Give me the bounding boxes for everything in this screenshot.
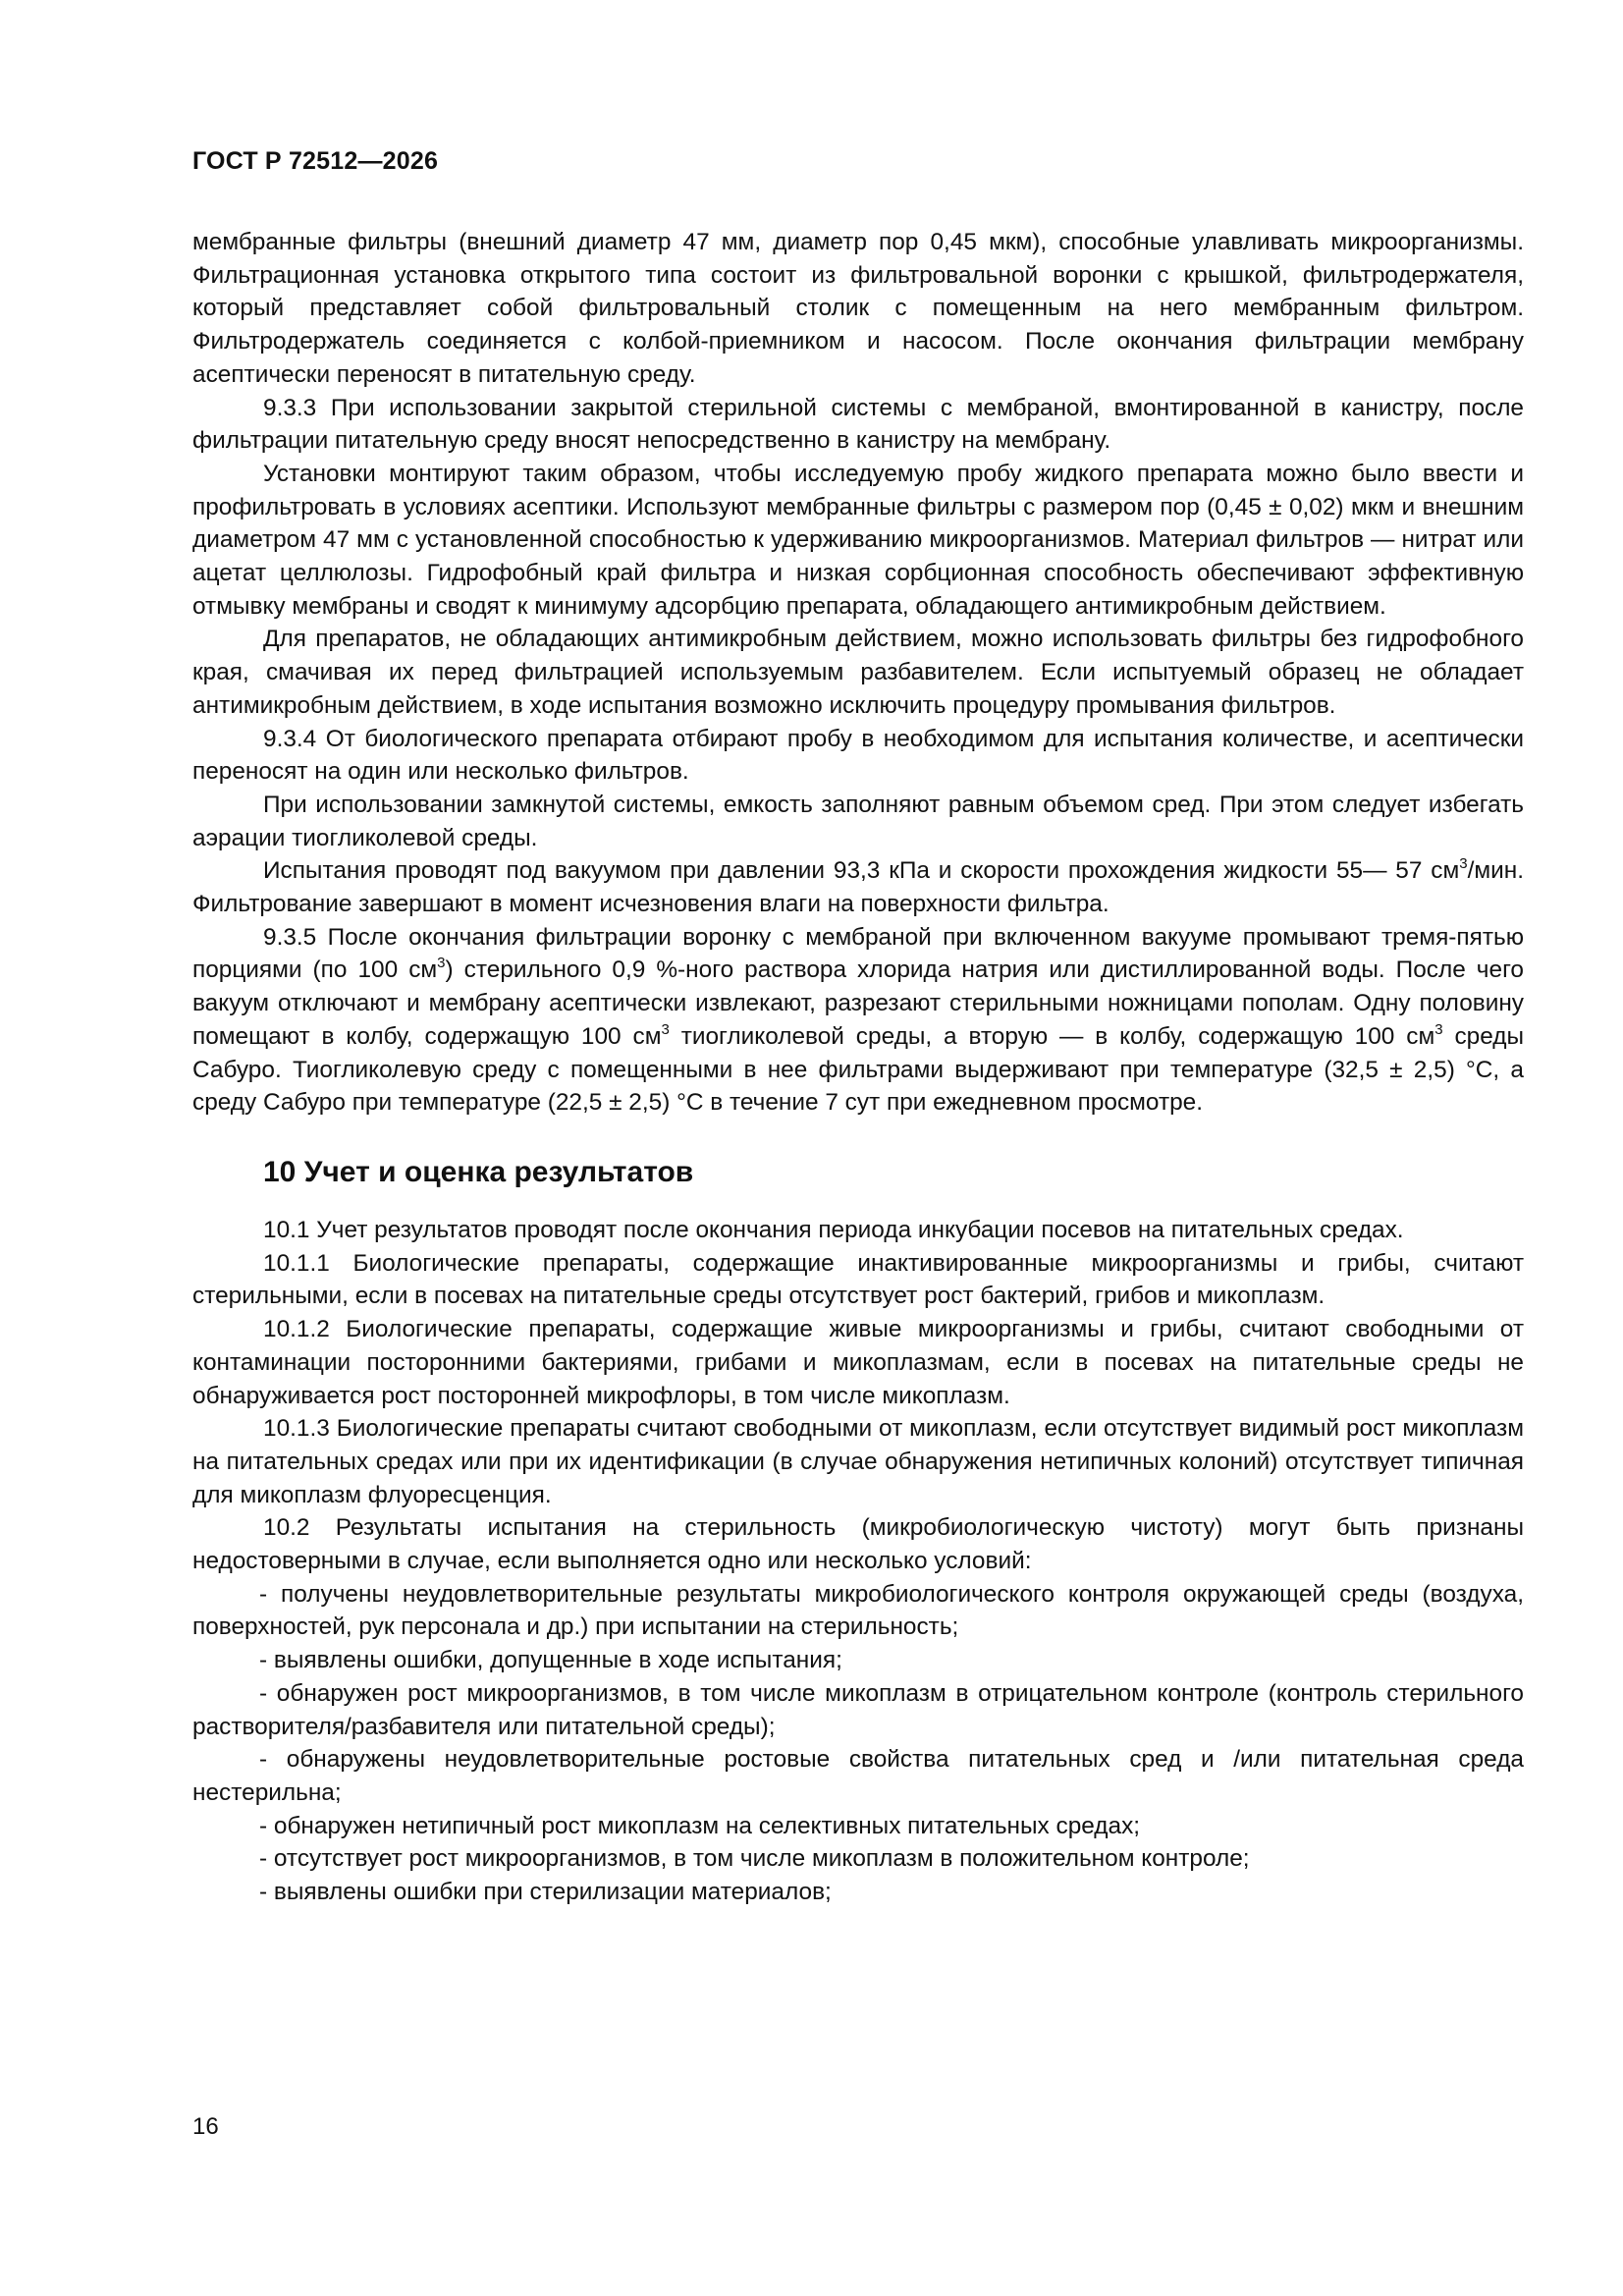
paragraph-9-3-5	[192, 921, 1524, 1120]
paragraph-10-1: 10.1 Учет результатов проводят после окончания периода инкубации посевов на питательных средах.	[263, 1216, 1404, 1243]
paragraph-9-3-4: 9.3.4 От биологического препарата отбирают пробу в необходимом для испытания количестве, и асептически переносят на один или несколько фильтров.	[192, 725, 1524, 786]
paragraph-non-antimicrobial: Для препаратов, не обладающих антимикробным действием, можно использовать фильтры без гидрофобного края, смачивая их перед фильтрацией используемым разбавителем. Если испытуемый образец не обладает антимикробным действием, в ходе испытания возможно исключить процедуру промывания фильтров.	[192, 626, 1524, 719]
text-run: среды Сабуро. Тиогликолевую среду с помещенными в нее фильтрами выдерживают при температуре (32,5 ± 2,5) °С, а среду Сабуро при температуре (22,5 ± 2,5) °С в течение 7 сут при ежедневном просмотре.	[192, 1022, 1525, 1117]
superscript: 3	[1434, 1020, 1443, 1038]
paragraph-10-1-3: 10.1.3 Биологические препараты считают свободными от микоплазм, если отсутствует видимый рост микоплазм на питательных средах или при их идентификации (в случае обнаружения нетипичных колоний) отсутствует типичная для микоплазм флуоресценция.	[192, 1415, 1524, 1508]
page-number: 16	[192, 2113, 219, 2140]
text-run: /мин. Фильтрование завершают в момент исчезновения влаги на поверхности фильтра.	[192, 857, 1524, 918]
superscript: 3	[1459, 855, 1468, 873]
list-item: - отсутствует рост микроорганизмов, в том числе микоплазм в положительном контроле;	[259, 1845, 1250, 1873]
paragraph-vacuum	[192, 854, 1524, 920]
text-run: ) стерильного 0,9 %-ного раствора хлорида натрия или дистиллированной воды. После чего вакуум отключают и мембрану асептически извлекают, разрезают стерильными ножницами пополам. Одну половину помещают в колбу, содержащую 100 см	[192, 957, 1524, 1050]
document-header-id: ГОСТ Р 72512—2026	[192, 147, 439, 175]
list-item: - обнаружен нетипичный рост микоплазм на селективных питательных средах;	[259, 1812, 1141, 1839]
paragraph-closed-system: При использовании замкнутой системы, емкость заполняют равным объемом сред. При этом следует избегать аэрации тиогликолевой среды.	[192, 791, 1524, 851]
document-body	[192, 226, 1524, 1909]
superscript: 3	[437, 955, 446, 972]
paragraph-9-3-3: 9.3.3 При использовании закрытой стерильной системы с мембраной, вмонтированной в канистру, после фильтрации питательную среду вносят непосредственно в канистру на мембрану.	[192, 394, 1524, 455]
list-item: - получены неудовлетворительные результаты микробиологического контроля окружающей среды (воздуха, поверхностей, рук персонала и др.) при испытании на стерильность;	[192, 1580, 1524, 1641]
list-item: - выявлены ошибки при стерилизации материалов;	[259, 1879, 832, 1906]
section-heading: 10 Учет и оценка результатов	[263, 1155, 694, 1188]
paragraph-10-1-1: 10.1.1 Биологические препараты, содержащие инактивированные микроорганизмы и грибы, считают стерильными, если в посевах на питательные среды отсутствует рост бактерий, грибов и микоплазм.	[192, 1249, 1524, 1310]
list-item: - обнаружены неудовлетворительные ростовые свойства питательных сред и /или питательная среда нестерильна;	[192, 1746, 1524, 1806]
paragraph-filters-intro: мембранные фильтры (внешний диаметр 47 мм, диаметр пор 0,45 мкм), способные улавливать микроорганизмы. Фильтрационная установка открытого типа состоит из фильтровальной воронки с крышкой, фильтродержателя, который представляет собой фильтровальный столик с помещенным на него мембранным фильтром. Фильтродержатель соединяется с колбой-приемником и насосом. После окончания фильтрации мембрану асептически переносят в питательную среду.	[192, 229, 1524, 388]
paragraph-10-2: 10.2 Результаты испытания на стерильность (микробиологическую чистоту) могут быть признаны недостоверными в случае, если выполняется одно или несколько условий:	[192, 1514, 1524, 1575]
superscript: 3	[661, 1020, 670, 1038]
list-item: - обнаружен рост микроорганизмов, в том числе микоплазм в отрицательном контроле (контроль стерильного растворителя/разбавителя или питательной среды);	[192, 1679, 1524, 1740]
paragraph-10-1-2: 10.1.2 Биологические препараты, содержащие живые микроорганизмы и грибы, считают свободными от контаминации посторонними бактериями, грибами и микоплазмам, если в посевах на питательные среды не обнаруживается рост посторонней микрофлоры, в том числе микоплазм.	[192, 1316, 1524, 1409]
list-item: - выявлены ошибки, допущенные в ходе испытания;	[259, 1647, 842, 1674]
text-run: тиогликолевой среды, а вторую — в колбу, содержащую 100 см	[669, 1022, 1435, 1050]
paragraph-installation: Установки монтируют таким образом, чтобы исследуемую пробу жидкого препарата можно было ввести и профильтровать в условиях асептики. Используют мембранные фильтры с размером пор (0,45 ± 0,02) мкм и внешним диаметром 47 мм с установленной способностью к удерживанию микроорганизмов. Материал фильтров — нитрат или ацетат целлюлозы. Гидрофобный край фильтра и низкая сорбционная способность обеспечивают эффективную отмывку мембраны и сводят к минимуму адсорбцию препарата, обладающего антимикробным действием.	[192, 460, 1524, 620]
text-run: Испытания проводят под вакуумом при давлении 93,3 кПа и скорости прохождения жидкости 55— 57 см	[263, 857, 1460, 885]
text-run: 9.3.5 После окончания фильтрации воронку с мембраной при включенном вакууме промывают тремя-пятью порциями (по 100 см	[192, 923, 1524, 984]
